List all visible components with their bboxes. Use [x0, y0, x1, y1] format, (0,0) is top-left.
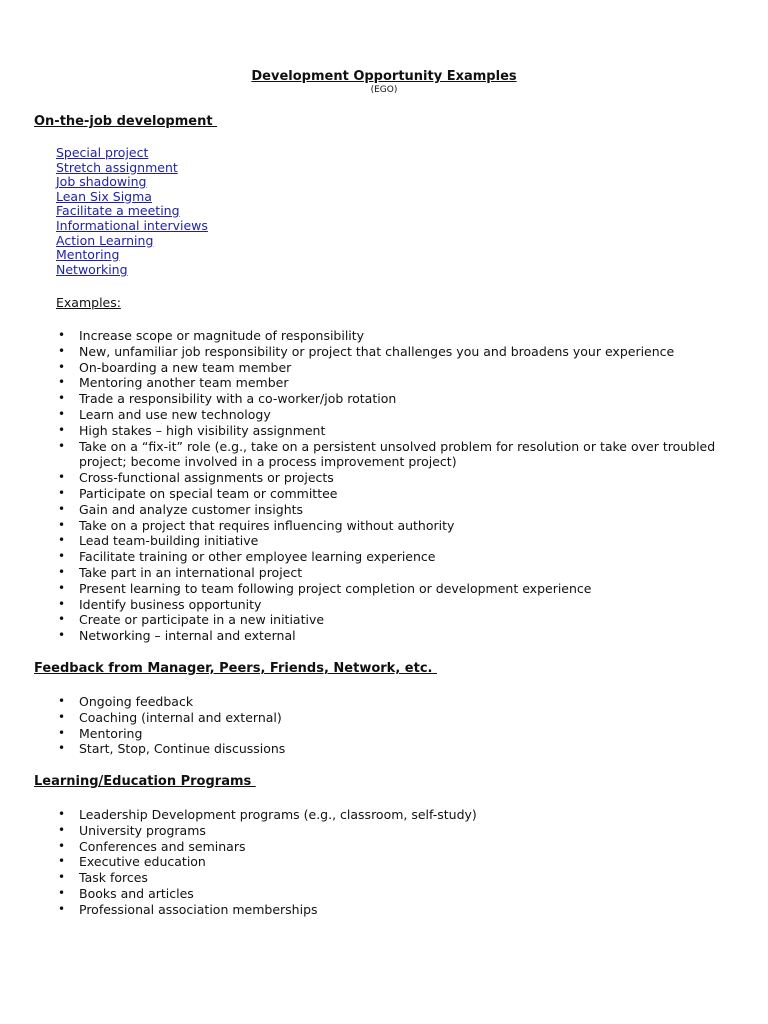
list-item: • Networking – internal and external — [58, 628, 738, 644]
list-item: • High stakes – high visibility assignment — [58, 423, 738, 439]
list-item: • Take on a project that requires influencing without authority — [58, 518, 738, 534]
list-item: • Create or participate in a new initiative — [58, 612, 738, 628]
list-item: • Books and articles — [58, 886, 738, 902]
section-heading-on-the-job: On-the-job development — [34, 114, 218, 129]
list-item: • Ongoing feedback — [58, 694, 738, 710]
list-item: • Mentoring — [58, 726, 738, 742]
examples-label: Examples: — [56, 295, 121, 310]
link-special-project[interactable]: Special project — [56, 145, 149, 160]
feedback-list — [58, 694, 738, 757]
link-item — [56, 161, 208, 176]
list-item: • Lead team-building initiative — [58, 533, 738, 549]
link-item — [56, 146, 208, 161]
list-item: • New, unfamiliar job responsibility or project that challenges you and broadens your experience — [58, 344, 738, 360]
link-item — [56, 248, 208, 263]
link-job-shadowing[interactable]: Job shadowing — [56, 174, 147, 190]
list-item: • Executive education — [58, 854, 738, 870]
learning-list — [58, 807, 738, 918]
section-heading-feedback: Feedback from Manager, Peers, Friends, Network, etc. — [34, 661, 437, 676]
link-stretch-assignment[interactable]: Stretch assignment — [56, 159, 178, 175]
list-item: • Trade a responsibility with a co-worker/job rotation — [58, 391, 738, 407]
examples-list — [58, 328, 738, 644]
list-item: • Learn and use new technology — [58, 407, 738, 423]
link-facilitate-meeting[interactable]: Facilitate a meeting — [56, 203, 180, 219]
document-subtitle: (EGO) — [370, 85, 398, 95]
link-item — [56, 175, 208, 190]
link-item — [56, 234, 208, 249]
section-heading-learning: Learning/Education Programs — [34, 774, 256, 789]
list-item: • Gain and analyze customer insights — [58, 502, 738, 518]
list-item: • On-boarding a new team member — [58, 360, 738, 376]
on-the-job-link-list — [56, 146, 208, 277]
list-item: • Identify business opportunity — [58, 597, 738, 613]
list-item: • Take part in an international project — [58, 565, 738, 581]
list-item: • Coaching (internal and external) — [58, 710, 738, 726]
link-mentoring[interactable]: Mentoring — [56, 247, 120, 263]
list-item: • Facilitate training or other employee learning experience — [58, 549, 738, 565]
list-item: • Cross-functional assignments or projects — [58, 470, 738, 486]
link-action-learning[interactable]: Action Learning — [56, 232, 154, 248]
document-title: Development Opportunity Examples — [251, 69, 517, 84]
list-item: • Present learning to team following project completion or development experience — [58, 581, 738, 597]
list-item: • Leadership Development programs (e.g., classroom, self-study) — [58, 807, 738, 823]
link-networking[interactable]: Networking — [56, 261, 128, 277]
list-item: • Professional association memberships — [58, 902, 738, 918]
link-lean-six-sigma[interactable]: Lean Six Sigma — [56, 188, 152, 204]
link-informational-interviews[interactable]: Informational interviews — [56, 217, 208, 233]
list-item: • Take on a “fix-it” role (e.g., take on a persistent unsolved problem for resolution or take over troubled project; become involved in a process improvement project) — [58, 439, 738, 471]
link-item — [56, 204, 208, 219]
list-item: • University programs — [58, 823, 738, 839]
list-item: • Conferences and seminars — [58, 839, 738, 855]
list-item: • Increase scope or magnitude of responsibility — [58, 328, 738, 344]
list-item: • Start, Stop, Continue discussions — [58, 741, 738, 757]
link-item — [56, 190, 208, 205]
list-item: • Mentoring another team member — [58, 375, 738, 391]
link-item — [56, 263, 208, 278]
list-item: • Task forces — [58, 870, 738, 886]
list-item: • Participate on special team or committee — [58, 486, 738, 502]
link-item — [56, 219, 208, 234]
